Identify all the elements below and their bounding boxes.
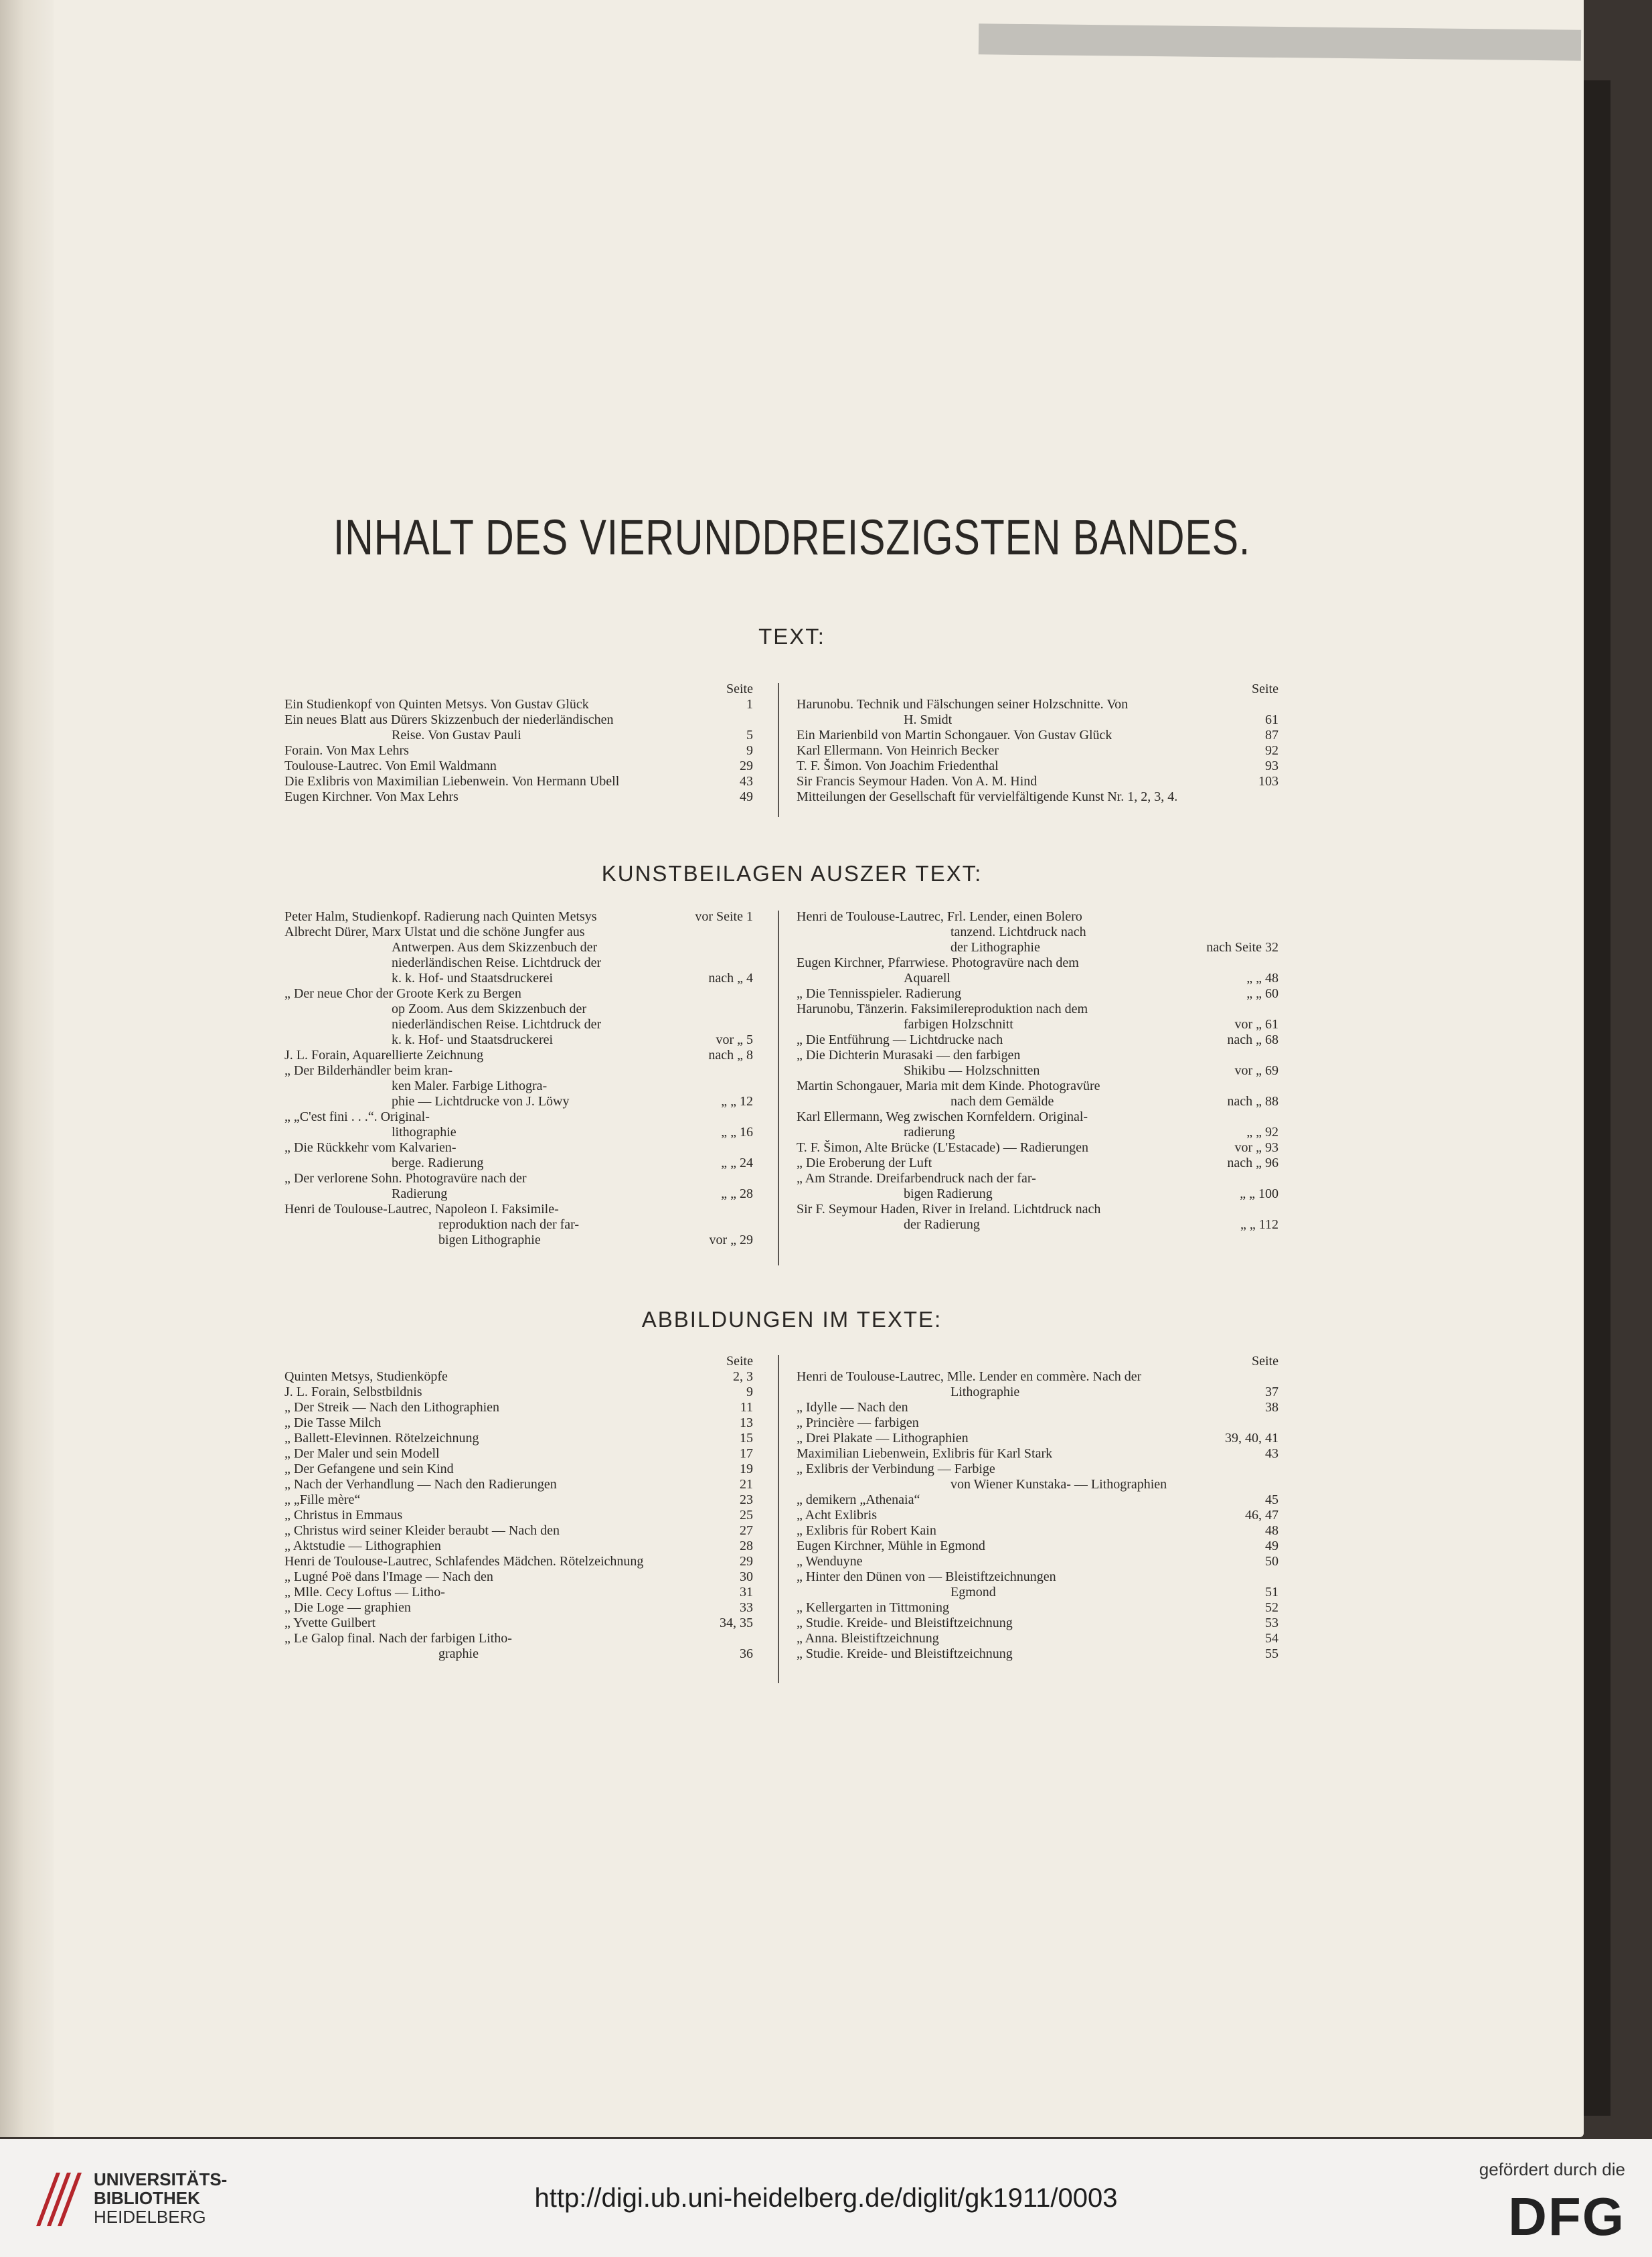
toc-entry-title: „ Die Entführung — Lichtdrucke nach [797, 1032, 1003, 1047]
kunst-left-list [284, 909, 753, 1248]
toc-entry [284, 1125, 753, 1140]
toc-entry [284, 1646, 753, 1662]
toc-entry [284, 1523, 753, 1539]
toc-entry [284, 1415, 753, 1431]
toc-entry-page: 15 [740, 1431, 753, 1446]
toc-entry [797, 955, 1278, 971]
toc-entry-title: von Wiener Kunstaka- — Lithographien [951, 1477, 1167, 1492]
toc-entry-title: Lithographie [951, 1385, 1020, 1399]
toc-entry-title: Martin Schongauer, Maria mit dem Kinde. Photogravüre [797, 1079, 1100, 1093]
toc-entry-page: „ „ 28 [721, 1186, 753, 1201]
toc-entry-title: T. F. Šimon, Alte Brücke (L'Estacade) — Radierungen [797, 1140, 1088, 1155]
toc-entry-page: 5 [746, 728, 753, 743]
toc-entry-page: 21 [740, 1477, 753, 1492]
toc-entry [284, 1233, 753, 1248]
toc-entry-page: 51 [1265, 1585, 1278, 1600]
toc-entry [797, 1631, 1278, 1646]
toc-entry [284, 1048, 753, 1063]
toc-entry-title: „ Der Maler und sein Modell [284, 1446, 440, 1461]
toc-entry-page: 13 [740, 1415, 753, 1430]
logo-line-2: BIBLIOTHEK [94, 2188, 200, 2208]
toc-entry-title: niederländischen Reise. Lichtdruck der [392, 1017, 602, 1032]
toc-entry-page: vor Seite 1 [695, 909, 753, 924]
toc-entry-title: ken Maler. Farbige Lithogra- [392, 1079, 548, 1093]
toc-entry [797, 1616, 1278, 1631]
toc-entry [797, 774, 1278, 789]
toc-entry-page: 29 [740, 759, 753, 773]
toc-entry-title: „ Der Bilderhändler beim kran- [284, 1063, 453, 1078]
toc-entry [284, 1063, 753, 1079]
toc-entry [284, 1446, 753, 1462]
toc-entry [284, 1462, 753, 1477]
toc-entry-title: „ Die Tasse Milch [284, 1415, 382, 1430]
toc-entry [797, 925, 1278, 940]
tape-strip [979, 23, 1581, 60]
page-title: INHALT DES VIERUNDDREISZIGSTEN BANDES. [333, 510, 1251, 565]
toc-entry-page: nach „ 8 [708, 1048, 753, 1063]
toc-entry [284, 1032, 753, 1048]
toc-entry-title: J. L. Forain, Aquarellierte Zeichnung [284, 1048, 484, 1063]
toc-entry-page: 17 [740, 1446, 753, 1461]
toc-entry [284, 743, 753, 759]
toc-entry [797, 940, 1278, 955]
toc-entry-page: nach „ 4 [708, 971, 753, 986]
spine-shadow [0, 0, 54, 2137]
toc-entry [284, 789, 753, 805]
column-divider [778, 683, 779, 817]
toc-entry-page: 55 [1265, 1646, 1278, 1661]
toc-entry-page: 87 [1265, 728, 1278, 743]
toc-entry-page: 49 [740, 789, 753, 804]
toc-entry-page: 38 [1265, 1400, 1278, 1415]
toc-entry-title: Aquarell [904, 971, 951, 986]
toc-entry-title: Harunobu, Tänzerin. Faksimilereproduktion nach dem [797, 1002, 1088, 1016]
toc-entry-title: Henri de Toulouse-Lautrec, Mlle. Lender en commère. Nach der [797, 1369, 1142, 1384]
toc-entry-page: 37 [1265, 1385, 1278, 1399]
toc-entry [284, 774, 753, 789]
toc-entry [797, 1600, 1278, 1616]
toc-entry [797, 728, 1278, 743]
toc-entry-page: 46, 47 [1245, 1508, 1278, 1523]
toc-entry-page: vor „ 5 [716, 1032, 753, 1047]
toc-entry [797, 1032, 1278, 1048]
toc-entry [284, 1186, 753, 1202]
toc-entry-page: nach „ 88 [1227, 1094, 1278, 1109]
toc-entry [797, 1462, 1278, 1477]
toc-entry [797, 971, 1278, 986]
toc-entry-title: T. F. Šimon. Von Joachim Friedenthal [797, 759, 999, 773]
toc-entry-title: Sir Francis Seymour Haden. Von A. M. Hind [797, 774, 1038, 789]
toc-entry-page: 61 [1265, 712, 1278, 727]
toc-entry [284, 925, 753, 940]
toc-entry [797, 1431, 1278, 1446]
toc-entry-title: „ Der Streik — Nach den Lithographien [284, 1400, 500, 1415]
toc-entry [284, 1477, 753, 1492]
toc-entry-page: 30 [740, 1569, 753, 1584]
toc-entry-title: der Radierung [904, 1217, 980, 1232]
toc-entry-title: Henri de Toulouse-Lautrec, Frl. Lender, einen Bolero [797, 909, 1082, 924]
source-url-link[interactable]: http://digi.ub.uni-heidelberg.de/diglit/gk1911/0003 [534, 2183, 1118, 2213]
toc-entry [284, 986, 753, 1002]
toc-entry [284, 759, 753, 774]
toc-entry-title: Antwerpen. Aus dem Skizzenbuch der [392, 940, 598, 955]
toc-entry-page: 11 [740, 1400, 753, 1415]
toc-entry [797, 789, 1278, 805]
toc-entry-title: niederländischen Reise. Lichtdruck der [392, 955, 602, 970]
toc-entry-page: nach Seite 32 [1206, 940, 1278, 955]
toc-entry-title: bigen Lithographie [438, 1233, 541, 1247]
toc-entry [284, 955, 753, 971]
toc-entry [797, 1369, 1278, 1385]
toc-entry-page: 1 [746, 697, 753, 712]
toc-entry-title: Albrecht Dürer, Marx Ulstat und die schöne Jungfer aus [284, 925, 585, 939]
toc-entry-page: 9 [746, 1385, 753, 1399]
toc-entry-title: „ Der Gefangene und sein Kind [284, 1462, 454, 1476]
seite-label: Seite [726, 1354, 753, 1369]
toc-entry-title: Eugen Kirchner. Von Max Lehrs [284, 789, 459, 804]
toc-entry-title: Eugen Kirchner, Pfarrwiese. Photogravüre nach dem [797, 955, 1079, 970]
toc-entry [284, 697, 753, 712]
toc-entry-title: Mitteilungen der Gesellschaft für vervielfältigende Kunst Nr. 1, 2, 3, 4. [797, 789, 1178, 804]
toc-entry [284, 1369, 753, 1385]
toc-entry-page: „ „ 92 [1246, 1125, 1278, 1140]
toc-entry-page: „ „ 24 [721, 1156, 753, 1170]
toc-entry [797, 986, 1278, 1002]
toc-entry-title: lithographie [392, 1125, 457, 1140]
toc-entry-page: 36 [740, 1646, 753, 1661]
toc-entry [284, 1492, 753, 1508]
toc-entry-page: 23 [740, 1492, 753, 1507]
toc-entry-title: „ Die Eroberung der Luft [797, 1156, 932, 1170]
toc-entry-page: 92 [1265, 743, 1278, 758]
toc-entry-page: „ „ 112 [1240, 1217, 1278, 1232]
toc-entry [797, 1063, 1278, 1079]
toc-entry-title: „ Die Tennisspieler. Radierung [797, 986, 961, 1001]
toc-entry-page: „ „ 48 [1246, 971, 1278, 986]
toc-entry [797, 1202, 1278, 1217]
toc-entry-title: Henri de Toulouse-Lautrec, Schlafendes Mädchen. Rötelzeichnung [284, 1554, 644, 1569]
toc-entry-page: 29 [740, 1554, 753, 1569]
toc-entry-title: „ Idylle — Nach den [797, 1400, 908, 1415]
toc-entry [797, 1585, 1278, 1600]
toc-entry-title: k. k. Hof- und Staatsdruckerei [392, 971, 554, 986]
toc-entry [284, 1202, 753, 1217]
toc-entry [284, 1094, 753, 1109]
toc-entry [797, 1477, 1278, 1492]
toc-entry-title: „ Exlibris für Robert Kain [797, 1523, 936, 1538]
toc-entry [284, 1140, 753, 1156]
toc-entry-page: „ „ 16 [721, 1125, 753, 1140]
toc-entry-page: „ „ 100 [1240, 1186, 1278, 1201]
toc-entry-title: Harunobu. Technik und Fälschungen seiner Holzschnitte. Von [797, 697, 1129, 712]
toc-entry-title: „ Hinter den Dünen von — Bleistiftzeichnungen [797, 1569, 1056, 1584]
logo-line-3: HEIDELBERG [94, 2207, 206, 2227]
toc-entry [797, 1523, 1278, 1539]
kunst-left-column [284, 909, 753, 1248]
toc-entry-title: Karl Ellermann, Weg zwischen Kornfeldern. Original- [797, 1109, 1088, 1124]
toc-entry-title: reproduktion nach der far- [438, 1217, 580, 1232]
toc-entry-title: „ Wenduyne [797, 1554, 863, 1569]
toc-entry-title: „ Lugné Poë dans l'Image — Nach den [284, 1569, 493, 1584]
toc-entry-title: Radierung [392, 1186, 448, 1201]
toc-entry [797, 1125, 1278, 1140]
toc-entry [797, 1217, 1278, 1233]
toc-entry [284, 1631, 753, 1646]
toc-entry-page: „ „ 60 [1246, 986, 1278, 1001]
toc-entry-title: „ Der neue Chor der Groote Kerk zu Bergen [284, 986, 521, 1001]
toc-entry [797, 1415, 1278, 1431]
toc-entry-title: „ Drei Plakate — Lithographien [797, 1431, 969, 1446]
toc-entry [284, 940, 753, 955]
text-left-list [284, 697, 753, 805]
section-heading-abb: ABBILDUNGEN IM TEXTE: [641, 1307, 942, 1332]
toc-entry [284, 1156, 753, 1171]
toc-entry [284, 1431, 753, 1446]
toc-entry-title: Die Exlibris von Maximilian Liebenwein. Von Hermann Ubell [284, 774, 620, 789]
toc-entry-title: radierung [904, 1125, 955, 1140]
toc-entry [797, 1492, 1278, 1508]
toc-entry-page: 9 [746, 743, 753, 758]
toc-entry [284, 1508, 753, 1523]
toc-entry [797, 1109, 1278, 1125]
toc-entry-page: vor „ 29 [709, 1233, 753, 1247]
funder-label: gefördert durch die [1479, 2159, 1625, 2179]
toc-entry-title: „ Acht Exlibris [797, 1508, 877, 1523]
toc-entry [797, 1400, 1278, 1415]
toc-entry-page: 2, 3 [733, 1369, 753, 1384]
toc-entry [284, 1400, 753, 1415]
toc-entry-title: Maximilian Liebenwein, Exlibris für Karl Stark [797, 1446, 1053, 1461]
toc-entry-title: H. Smidt [904, 712, 953, 727]
toc-entry-page: vor „ 69 [1234, 1063, 1278, 1078]
toc-entry [284, 909, 753, 925]
toc-entry-title: „ Christus in Emmaus [284, 1508, 403, 1523]
toc-entry-title: „ Kellergarten in Tittmoning [797, 1600, 949, 1615]
toc-entry-title: k. k. Hof- und Staatsdruckerei [392, 1032, 554, 1047]
toc-entry [284, 1217, 753, 1233]
toc-entry [797, 712, 1278, 728]
toc-entry [797, 759, 1278, 774]
toc-entry-title: „ Die Loge — graphien [284, 1600, 411, 1615]
toc-entry-title: Ein neues Blatt aus Dürers Skizzenbuch der niederländischen [284, 712, 614, 727]
toc-entry [797, 1140, 1278, 1156]
toc-entry [284, 712, 753, 728]
toc-entry-title: Shikibu — Holzschnitten [904, 1063, 1040, 1078]
toc-entry-title: Eugen Kirchner, Mühle in Egmond [797, 1539, 985, 1553]
toc-entry-page: 43 [1265, 1446, 1278, 1461]
toc-entry-page: 48 [1265, 1523, 1278, 1538]
toc-entry-title: graphie [438, 1646, 479, 1661]
toc-entry [284, 1079, 753, 1094]
toc-entry [284, 1109, 753, 1125]
toc-entry-page: 39, 40, 41 [1225, 1431, 1278, 1446]
toc-entry-page: 49 [1265, 1539, 1278, 1553]
toc-entry-title: „ Ballett-Elevinnen. Rötelzeichnung [284, 1431, 479, 1446]
toc-entry-title: nach dem Gemälde [951, 1094, 1054, 1109]
kunst-right-column [797, 909, 1278, 1233]
toc-entry [797, 1002, 1278, 1017]
toc-entry-title: Quinten Metsys, Studienköpfe [284, 1369, 448, 1384]
toc-entry-title: „ Die Dichterin Murasaki — den farbigen [797, 1048, 1021, 1063]
toc-entry [797, 1156, 1278, 1171]
logo-line-1: UNIVERSITÄTS- [94, 2169, 228, 2189]
toc-entry [284, 728, 753, 743]
toc-entry-page: vor „ 93 [1234, 1140, 1278, 1155]
toc-entry-title: bigen Radierung [904, 1186, 993, 1201]
toc-entry-title: Toulouse-Lautrec. Von Emil Waldmann [284, 759, 497, 773]
toc-entry [797, 743, 1278, 759]
toc-entry-title: op Zoom. Aus dem Skizzenbuch der [392, 1002, 587, 1016]
toc-entry [797, 1539, 1278, 1554]
toc-entry-title: „ demikern „Athenaia“ [797, 1492, 920, 1507]
toc-entry [284, 1569, 753, 1585]
toc-entry-title: „ Die Rückkehr vom Kalvarien- [284, 1140, 457, 1155]
toc-entry-page: 103 [1258, 774, 1278, 789]
seite-label: Seite [726, 682, 753, 696]
toc-entry-title: „ Le Galop final. Nach der farbigen Litho- [284, 1631, 512, 1646]
toc-entry [797, 1385, 1278, 1400]
toc-entry-title: der Lithographie [951, 940, 1040, 955]
toc-entry [284, 971, 753, 986]
toc-entry-page: 27 [740, 1523, 753, 1538]
section-heading-text: TEXT: [758, 624, 825, 649]
toc-entry [284, 1017, 753, 1032]
abb-right-list [797, 1369, 1278, 1662]
toc-entry-title: J. L. Forain, Selbstbildnis [284, 1385, 422, 1399]
kunst-right-list [797, 909, 1278, 1233]
toc-entry [797, 1554, 1278, 1569]
toc-entry-page: 28 [740, 1539, 753, 1553]
toc-entry-title: „ Exlibris der Verbindung — Farbige [797, 1462, 995, 1476]
text-right-list [797, 697, 1278, 805]
abb-left-column [284, 1354, 753, 1662]
toc-entry-page: 33 [740, 1600, 753, 1615]
toc-entry-title: Peter Halm, Studienkopf. Radierung nach Quinten Metsys [284, 909, 597, 924]
toc-entry-page: 34, 35 [720, 1616, 753, 1630]
toc-entry-page: 25 [740, 1508, 753, 1523]
toc-entry-title: berge. Radierung [392, 1156, 484, 1170]
toc-entry [284, 1539, 753, 1554]
section-heading-kunst: KUNSTBEILAGEN AUSZER TEXT: [601, 861, 983, 886]
toc-entry [797, 697, 1278, 712]
toc-entry-title: „ Yvette Guilbert [284, 1616, 376, 1630]
toc-entry-title: farbigen Holzschnitt [904, 1017, 1013, 1032]
toc-entry [284, 1554, 753, 1569]
toc-entry-title: Ein Studienkopf von Quinten Metsys. Von Gustav Glück [284, 697, 589, 712]
abb-right-column [797, 1354, 1278, 1662]
toc-entry-title: „ Aktstudie — Lithographien [284, 1539, 441, 1553]
toc-entry-page: 19 [740, 1462, 753, 1476]
toc-entry [797, 1048, 1278, 1063]
page-edge [1584, 80, 1610, 2116]
toc-entry-title: Reise. Von Gustav Pauli [392, 728, 521, 743]
toc-entry-page: nach „ 96 [1227, 1156, 1278, 1170]
toc-entry [284, 1002, 753, 1017]
footer-bar [0, 2139, 1652, 2257]
column-divider [778, 1355, 779, 1683]
toc-entry-title: Egmond [951, 1585, 996, 1600]
toc-entry-page: 54 [1265, 1631, 1278, 1646]
toc-entry-title: „ Studie. Kreide- und Bleistiftzeichnung [797, 1646, 1013, 1661]
toc-entry [284, 1171, 753, 1186]
toc-entry-title: phie — Lichtdrucke von J. Löwy [392, 1094, 570, 1109]
toc-entry-title: „ „C'est fini . . .“. Original- [284, 1109, 430, 1124]
toc-entry [797, 1079, 1278, 1094]
toc-entry [797, 1646, 1278, 1662]
toc-entry-title: „ Princière — farbigen [797, 1415, 919, 1430]
toc-entry-title: „ Mlle. Cecy Loftus — Litho- [284, 1585, 445, 1600]
toc-entry [797, 1017, 1278, 1032]
seite-label: Seite [1252, 682, 1278, 696]
text-left-column [284, 682, 753, 805]
toc-entry-title: „ Am Strande. Dreifarbendruck nach der far- [797, 1171, 1036, 1186]
toc-entry-page: 43 [740, 774, 753, 789]
toc-entry-title: tanzend. Lichtdruck nach [951, 925, 1086, 939]
toc-entry-title: Henri de Toulouse-Lautrec, Napoleon I. Faksimile- [284, 1202, 559, 1217]
toc-entry-page: nach „ 68 [1227, 1032, 1278, 1047]
toc-entry-title: „ Studie. Kreide- und Bleistiftzeichnung [797, 1616, 1013, 1630]
toc-entry-title: Forain. Von Max Lehrs [284, 743, 409, 758]
toc-entry-title: „ Christus wird seiner Kleider beraubt — Nach den [284, 1523, 560, 1538]
dfg-logo: DFG [1508, 2187, 1625, 2246]
toc-entry [797, 1094, 1278, 1109]
toc-entry-page: 53 [1265, 1616, 1278, 1630]
toc-entry [797, 909, 1278, 925]
toc-entry [284, 1585, 753, 1600]
toc-entry-page: 31 [740, 1585, 753, 1600]
seite-label: Seite [1252, 1354, 1278, 1369]
toc-entry [797, 1186, 1278, 1202]
toc-entry [284, 1385, 753, 1400]
abb-left-list [284, 1369, 753, 1662]
toc-entry [797, 1508, 1278, 1523]
toc-entry [284, 1600, 753, 1616]
toc-entry [797, 1171, 1278, 1186]
toc-entry-title: „ Anna. Bleistiftzeichnung [797, 1631, 939, 1646]
text-right-column [797, 682, 1278, 805]
column-divider [778, 911, 779, 1265]
toc-entry-title: „ Der verlorene Sohn. Photogravüre nach der [284, 1171, 527, 1186]
toc-entry-page: 50 [1265, 1554, 1278, 1569]
toc-entry-title: Ein Marienbild von Martin Schongauer. Von Gustav Glück [797, 728, 1112, 743]
toc-entry-page: 45 [1265, 1492, 1278, 1507]
toc-entry [797, 1569, 1278, 1585]
toc-entry-page: vor „ 61 [1234, 1017, 1278, 1032]
toc-entry-page: 52 [1265, 1600, 1278, 1615]
toc-entry-page: 93 [1265, 759, 1278, 773]
toc-entry-title: „ Nach der Verhandlung — Nach den Radierungen [284, 1477, 557, 1492]
toc-entry-page: „ „ 12 [721, 1094, 753, 1109]
toc-entry-title: Sir F. Seymour Haden, River in Ireland. Lichtdruck nach [797, 1202, 1101, 1217]
toc-entry-title: Karl Ellermann. Von Heinrich Becker [797, 743, 999, 758]
toc-entry [797, 1446, 1278, 1462]
toc-entry [284, 1616, 753, 1631]
toc-entry-title: „ „Fille mère“ [284, 1492, 361, 1507]
